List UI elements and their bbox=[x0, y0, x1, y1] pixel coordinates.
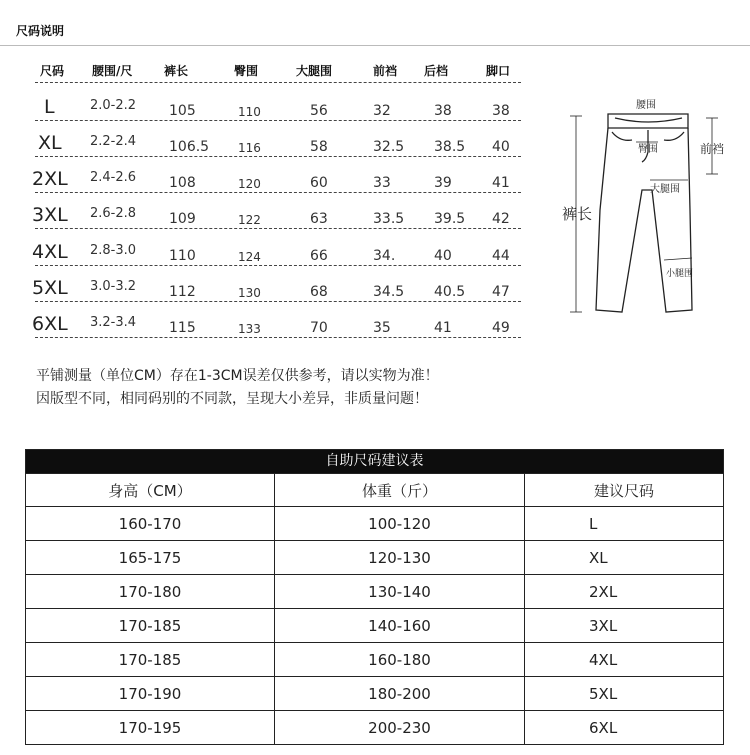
hip-cell: 120 bbox=[238, 177, 261, 191]
weight-cell: 180-200 bbox=[274, 677, 524, 710]
size-header-waist: 腰围/尺 bbox=[92, 64, 133, 78]
thigh-cell: 56 bbox=[310, 103, 328, 119]
height-cell: 170-180 bbox=[118, 582, 182, 601]
size-cell: 2XL bbox=[32, 168, 68, 190]
hip-cell: 116 bbox=[238, 141, 261, 155]
front-rise-cell: 35 bbox=[373, 320, 391, 336]
hip-cell: 133 bbox=[238, 322, 261, 336]
size-cell: 2XL bbox=[524, 575, 723, 608]
length-cell: 106.5 bbox=[169, 139, 210, 155]
recommend-table bbox=[25, 449, 724, 745]
row-rule bbox=[35, 228, 521, 229]
leg-opening-cell: 41 bbox=[492, 175, 510, 191]
waist-label: 腰围 bbox=[636, 100, 656, 111]
height-cell: 170-195 bbox=[118, 718, 182, 737]
header-height: 身高（CM） bbox=[108, 481, 192, 500]
table-row bbox=[26, 540, 723, 574]
front-rise-label: 前裆 bbox=[700, 142, 725, 156]
back-rise-cell: 39.5 bbox=[434, 211, 466, 227]
size-cell: XL bbox=[524, 541, 723, 574]
leg-opening-cell: 38 bbox=[492, 103, 510, 119]
height-cell: 170-185 bbox=[118, 616, 182, 635]
size-cell: 5XL bbox=[524, 677, 723, 710]
size-header-back-rise: 后档 bbox=[424, 64, 449, 78]
waist-cell: 3.2-3.4 bbox=[90, 315, 137, 330]
weight-cell: 160-180 bbox=[274, 643, 524, 676]
style-note: 因版型不同，相同码别的不同款，呈现大小差异，非质量问题！ bbox=[36, 391, 428, 407]
waist-cell: 3.0-3.2 bbox=[90, 279, 137, 294]
thigh-cell: 70 bbox=[310, 320, 328, 336]
front-rise-cell: 32.5 bbox=[373, 139, 405, 155]
waist-cell: 2.2-2.4 bbox=[90, 134, 137, 149]
length-label: 裤长 bbox=[562, 205, 593, 223]
front-rise-cell: 33 bbox=[373, 175, 391, 191]
size-header-front-rise: 前裆 bbox=[373, 64, 398, 78]
back-rise-cell: 40 bbox=[434, 248, 452, 264]
thigh-label: 大腿围 bbox=[650, 184, 680, 195]
back-rise-cell: 40.5 bbox=[434, 284, 466, 300]
size-cell: L bbox=[524, 507, 723, 540]
table-row bbox=[26, 608, 723, 642]
size-cell: XL bbox=[38, 132, 62, 154]
back-rise-cell: 41 bbox=[434, 320, 452, 336]
leg-opening-cell: 47 bbox=[492, 284, 510, 300]
height-cell: 170-185 bbox=[118, 650, 182, 669]
thigh-cell: 68 bbox=[310, 284, 328, 300]
leg-opening-cell: 42 bbox=[492, 211, 510, 227]
thigh-cell: 60 bbox=[310, 175, 328, 191]
length-cell: 105 bbox=[169, 103, 196, 119]
front-rise-cell: 34.5 bbox=[373, 284, 405, 300]
height-cell: 160-170 bbox=[118, 514, 182, 533]
weight-cell: 140-160 bbox=[274, 609, 524, 642]
front-rise-cell: 33.5 bbox=[373, 211, 405, 227]
weight-cell: 100-120 bbox=[274, 507, 524, 540]
measurement-note: 平铺测量（单位CM）存在1-3CM误差仅供参考，请以实物为准！ bbox=[36, 368, 439, 384]
thigh-cell: 66 bbox=[310, 248, 328, 264]
table-row bbox=[32, 302, 521, 338]
hip-cell: 130 bbox=[238, 286, 261, 300]
length-cell: 108 bbox=[169, 175, 196, 191]
size-cell: L bbox=[44, 96, 55, 118]
pants-diagram bbox=[560, 90, 740, 320]
table-row bbox=[32, 193, 521, 229]
header-weight: 体重（斤） bbox=[274, 474, 524, 506]
table-row bbox=[32, 230, 521, 266]
table-row bbox=[26, 676, 723, 710]
back-rise-cell: 39 bbox=[434, 175, 452, 191]
hip-label: 臀围 bbox=[638, 144, 658, 155]
back-rise-cell: 38.5 bbox=[434, 139, 466, 155]
table-row bbox=[35, 85, 521, 121]
title-divider bbox=[0, 45, 750, 46]
size-cell: 3XL bbox=[524, 609, 723, 642]
recommend-header-row bbox=[26, 473, 723, 506]
row-rule bbox=[35, 337, 521, 338]
size-cell: 4XL bbox=[32, 241, 68, 263]
size-header-thigh: 大腿围 bbox=[296, 64, 333, 78]
table-row bbox=[32, 266, 521, 302]
table-row bbox=[26, 710, 723, 744]
front-rise-cell: 32 bbox=[373, 103, 391, 119]
recommend-table-title: 自助尺码建议表 bbox=[26, 450, 723, 473]
length-cell: 115 bbox=[169, 320, 196, 336]
table-row bbox=[26, 642, 723, 676]
length-cell: 112 bbox=[169, 284, 196, 300]
leg-opening-cell: 40 bbox=[492, 139, 510, 155]
hip-cell: 124 bbox=[238, 250, 261, 264]
waist-cell: 2.6-2.8 bbox=[90, 206, 137, 221]
waist-cell: 2.8-3.0 bbox=[90, 243, 137, 258]
size-cell: 5XL bbox=[32, 277, 68, 299]
back-rise-cell: 38 bbox=[434, 103, 452, 119]
size-cell: 6XL bbox=[32, 313, 68, 335]
leg-opening-cell: 44 bbox=[492, 248, 510, 264]
hip-cell: 110 bbox=[238, 105, 261, 119]
table-row bbox=[35, 121, 521, 157]
thigh-cell: 58 bbox=[310, 139, 328, 155]
size-header-rule bbox=[35, 82, 521, 83]
weight-cell: 200-230 bbox=[274, 711, 524, 744]
table-row bbox=[26, 506, 723, 540]
length-cell: 109 bbox=[169, 211, 196, 227]
size-header-leg-opening: 脚口 bbox=[486, 64, 511, 78]
thigh-cell: 63 bbox=[310, 211, 328, 227]
size-cell: 6XL bbox=[524, 711, 723, 744]
size-cell: 3XL bbox=[32, 204, 68, 226]
size-header-length: 裤长 bbox=[164, 64, 189, 78]
height-cell: 170-190 bbox=[118, 684, 182, 703]
header-size: 建议尺码 bbox=[524, 474, 723, 506]
calf-label: 小腿围 bbox=[666, 269, 694, 279]
height-cell: 165-175 bbox=[118, 548, 182, 567]
weight-cell: 120-130 bbox=[274, 541, 524, 574]
size-cell: 4XL bbox=[524, 643, 723, 676]
front-rise-cell: 34. bbox=[373, 248, 396, 264]
table-row bbox=[26, 574, 723, 608]
waist-cell: 2.4-2.6 bbox=[90, 170, 137, 185]
size-header-size: 尺码 bbox=[40, 64, 65, 78]
size-header-hip: 臀围 bbox=[234, 64, 259, 78]
weight-cell: 130-140 bbox=[274, 575, 524, 608]
table-row bbox=[32, 157, 521, 193]
waist-cell: 2.0-2.2 bbox=[90, 98, 137, 113]
leg-opening-cell: 49 bbox=[492, 320, 510, 336]
hip-cell: 122 bbox=[238, 213, 261, 227]
page-title: 尺码说明 bbox=[16, 24, 65, 38]
length-cell: 110 bbox=[169, 248, 196, 264]
